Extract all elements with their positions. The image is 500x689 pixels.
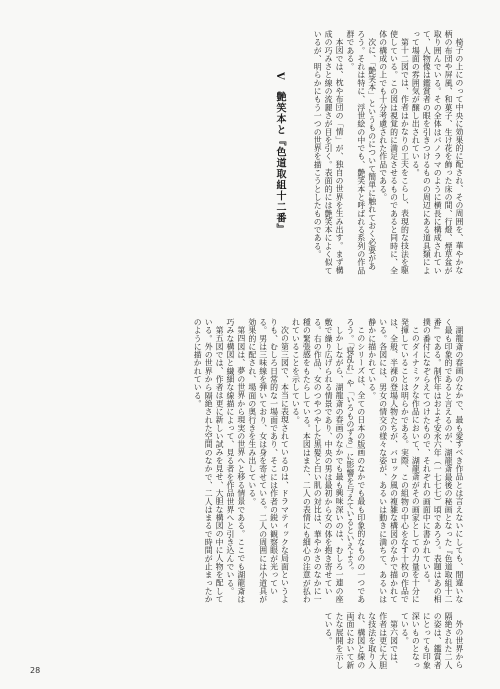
text-block-middle xyxy=(54,318,464,610)
paragraph: 本図では、枕や布団の「情」が、独自の世界を生み出す。まず構成の巧みさと線の流麗さが目を引く。表面的には艶笑本によく似ているが、明らかにもう一つの世界を描こうとしたものである。 xyxy=(313,30,345,275)
paragraph: このシリーズは、全ての日本の版画のなかでも最も印象的なものの一つであろう。「寝乱れ」や「いろものずき」に影響を与えているといえよう。 xyxy=(345,318,366,603)
paragraph: 第五図では、作者は更に新しい試みを見せ、大胆な構図の中に人物を配している。外の世界から隔絶された空間のなかで、二人はまるで時間が止まったかのように描かれている。 xyxy=(193,318,225,604)
paragraph: このダイナミックな作品において、湖龍斎がその画家としての力量を十分に発揮していることは明らかである。実際、この組物の中心をなす十枚の作品では、全般、半裸の登場人物たちが、バロック風の複雑な構図のなかで描かれている。各図には、男女の情交の様々な姿が、あるいは動きに満ちて、あるいは静かに描かれている。 xyxy=(367,318,421,604)
paragraph: 外の世界から隔絶された二人の姿は、鑑賞者にとっても印象深いものとなっている。 xyxy=(400,612,464,670)
paragraph: 次に、「艶笑本」というものについて簡単に触れておく必要があろう。それは特に、浮世絵の中でも、艶笑本と呼ばれる系列の作品群である。 xyxy=(345,30,377,275)
paragraph: 第四図は、夢の世界から現実の世界へと移る情景である。ここでも湖龍斎は巧みな構図と繊細な線描によって、見る者を作品世界へと引き込んでいる。 xyxy=(225,318,246,603)
paragraph: しかしながら、湖龍斎の春画のなかでも最も興味深いのは、むしろ一連の座敷で繰り広げられる情景であり、中央の男は最初から女の体を抱き寄せている。右の作品、女のつやつやした黒髪と白い肌の対比は、華やかさのなかに一種の緊張感をもたらしている。本図はまた、二人の表情にも細心の注意が払われていることを示している。 xyxy=(291,318,345,604)
paragraph: 椅子の上にのって中央に効果的に配され、その周囲を、華やかな柄の布団や屏風、和菓子、生け花を飾った床の間、行燈、煙草盆が取り囲んでいる。その全体はパノラマのように横長に構成されていて、人物像は鑑賞者の眼を引きつけるものの周辺にある道具類によって場面の雰囲気が醸し出されている。 xyxy=(411,30,464,275)
section-heading: V 艶笑本と『色道取組十二番』 xyxy=(274,72,285,235)
paragraph: 湖龍斎の春画のなかで、最も愛すべき作品とは言えないにしても、間違いなく最も印象的であると言えるのが、湖龍斎最後の秘画となった『色道取組十二番』である。制作年はおよそ安永六年（一七七七）頃であろう。表題はあの相撲の番付になぞらえてつけたもので、それぞれの画面中に書かれている。 xyxy=(422,318,464,604)
page-number: 28 xyxy=(30,666,41,675)
paragraph: 第十二図では、作者はかなりの工夫をこらし、表現的な技法を駆使している。この図は視覚的に満足させるものであると同時に、全体の構成の上でも十分考慮された作品である。 xyxy=(378,30,410,275)
text-block-bottom xyxy=(54,612,464,672)
paragraph: 次の第三図で、本当に表現されているのは、ドラマティックな局面というよりも、むしろ日常的な一場面であり、そこには作者の鋭い観察眼が光っている。男は三味線を弾いており、女は身を寄せている。二人の周囲には小道具が効果的に配され、場面の奥行きを生み出している。 xyxy=(247,318,290,604)
text-block-top xyxy=(54,30,464,275)
paragraph: 第六図では、作者は更に大胆な技法を取り入れ、構図と線の両面において新たな展開を示している。 xyxy=(324,612,399,670)
